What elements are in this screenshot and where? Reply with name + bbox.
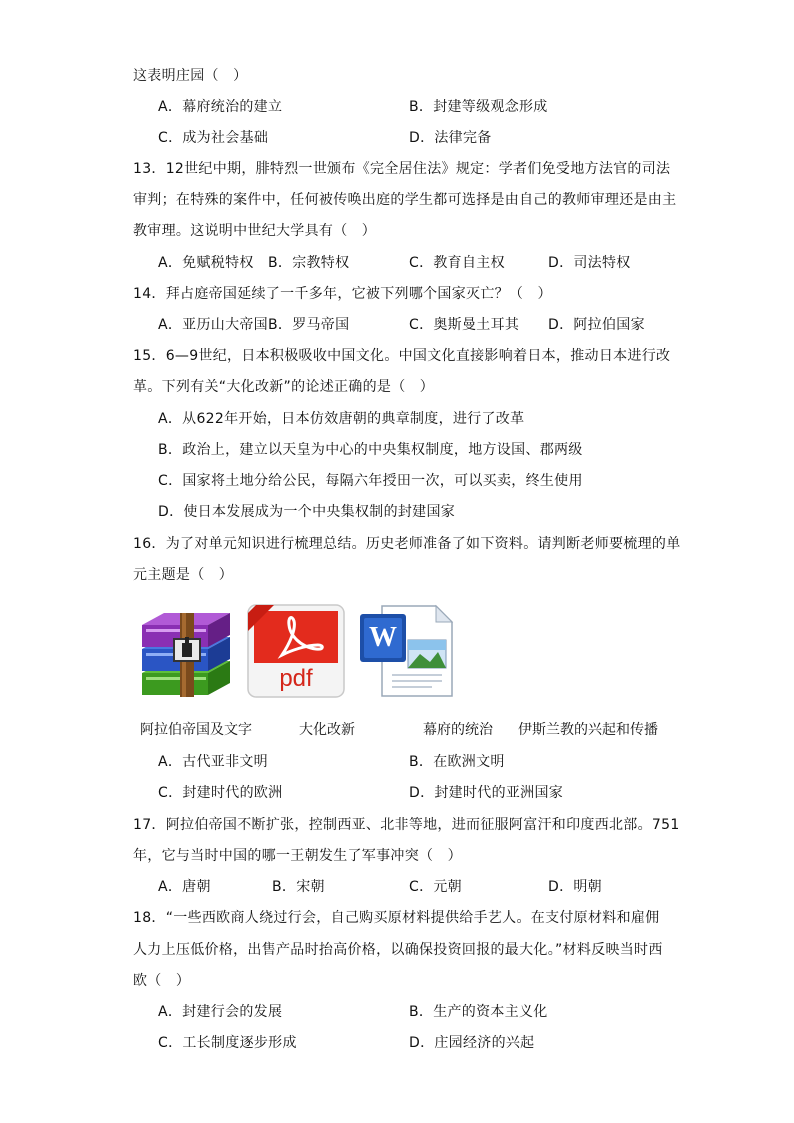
q14-option-b: B．罗马帝国 <box>268 317 350 333</box>
q12-option-a: A．幕府统治的建立 <box>158 99 283 115</box>
q13-option-d: D．司法特权 <box>548 255 631 271</box>
q16-option-b: B．在欧洲文明 <box>409 754 505 770</box>
q15-option-a: A．从622年开始，日本仿效唐朝的典章制度，进行了改革 <box>158 411 525 427</box>
q17-option-d: D．明朝 <box>548 879 602 895</box>
pdf-label: pdf <box>279 665 313 692</box>
q16-option-d: D．封建时代的亚洲国家 <box>409 785 564 801</box>
q16-caption-4: 伊斯兰教的兴起和传播 <box>518 722 658 738</box>
q18-option-c: C．工长制度逐步形成 <box>158 1035 297 1051</box>
q15-option-d: D．使日本发展成为一个中央集权制的封建国家 <box>158 504 456 520</box>
word-letter: W <box>369 622 397 653</box>
q15-option-c: C．国家将土地分给公民，每隔六年授田一次，可以买卖，终生使用 <box>158 473 583 489</box>
winrar-archive-icon <box>136 603 240 699</box>
q13-stem-line-2: 审判；在特殊的案件中，任何被传唤出庭的学生都可选择是由自己的教师审理还是由主 <box>133 192 677 208</box>
q16-caption-2: 大化改新 <box>299 722 355 738</box>
q16-caption-3: 幕府的统治 <box>423 722 493 738</box>
q16-option-c: C．封建时代的欧洲 <box>158 785 283 801</box>
q18-option-a: A．封建行会的发展 <box>158 1004 283 1020</box>
q15-stem-line-1: 15．6—9世纪，日本积极吸收中国文化。中国文化直接影响着日本，推动日本进行改 <box>133 348 671 364</box>
q13-option-b: B．宗教特权 <box>268 255 350 271</box>
q13-stem-line-1: 13．12世纪中期，腓特烈一世颁布《完全居住法》规定：学者们免受地方法官的司法 <box>133 161 671 177</box>
pdf-file-icon <box>244 603 348 699</box>
q18-stem-line-2: 人力上压低价格，出售产品时抬高价格，以确保投资回报的最大化。”材料反映当时西 <box>133 942 663 958</box>
q13-option-c: C．教育自主权 <box>409 255 505 271</box>
q17-option-c: C．元朝 <box>409 879 462 895</box>
q18-stem-line-3: 欧（ ） <box>133 973 191 989</box>
q16-stem-line-1: 16．为了对单元知识进行梳理总结。历史老师准备了如下资料。请判断老师要梳理的单 <box>133 536 681 552</box>
q14-option-c: C．奥斯曼土耳其 <box>409 317 520 333</box>
word-document-icon <box>356 600 460 700</box>
q18-stem-line-1: 18．“一些西欧商人绕过行会，自己购买原材料提供给手艺人。在支付原材料和雇佣 <box>133 910 660 926</box>
q15-stem-line-2: 革。下列有关“大化改新”的论述正确的是（ ） <box>133 379 435 395</box>
q14-option-a: A．亚历山大帝国 <box>158 317 268 333</box>
q13-option-a: A．免赋税特权 <box>158 255 254 271</box>
q12-option-c: C．成为社会基础 <box>158 130 269 146</box>
q16-stem-line-2: 元主题是（ ） <box>133 567 234 583</box>
q12-stem: 这表明庄园（ ） <box>133 68 248 84</box>
q18-option-b: B．生产的资本主义化 <box>409 1004 548 1020</box>
q14-option-d: D．阿拉伯国家 <box>548 317 645 333</box>
q17-stem-line-2: 年，它与当时中国的哪一王朝发生了军事冲突（ ） <box>133 848 462 864</box>
q18-option-d: D．庄园经济的兴起 <box>409 1035 535 1051</box>
q15-option-b: B．政治上，建立以天皇为中心的中央集权制度，地方设国、郡两级 <box>158 442 583 458</box>
q16-caption-1: 阿拉伯帝国及文字 <box>140 722 252 738</box>
q13-stem-line-3: 教审理。这说明中世纪大学具有（ ） <box>133 223 377 239</box>
q12-option-b: B．封建等级观念形成 <box>409 99 548 115</box>
q17-stem-line-1: 17．阿拉伯帝国不断扩张，控制西亚、北非等地，进而征服阿富汗和印度西北部。751 <box>133 817 680 833</box>
q16-option-a: A．古代亚非文明 <box>158 754 268 770</box>
q12-option-d: D．法律完备 <box>409 130 492 146</box>
q14-stem: 14．拜占庭帝国延续了一千多年，它被下列哪个国家灭亡？（ ） <box>133 286 552 302</box>
q17-option-b: B．宋朝 <box>272 879 325 895</box>
q17-option-a: A．唐朝 <box>158 879 211 895</box>
